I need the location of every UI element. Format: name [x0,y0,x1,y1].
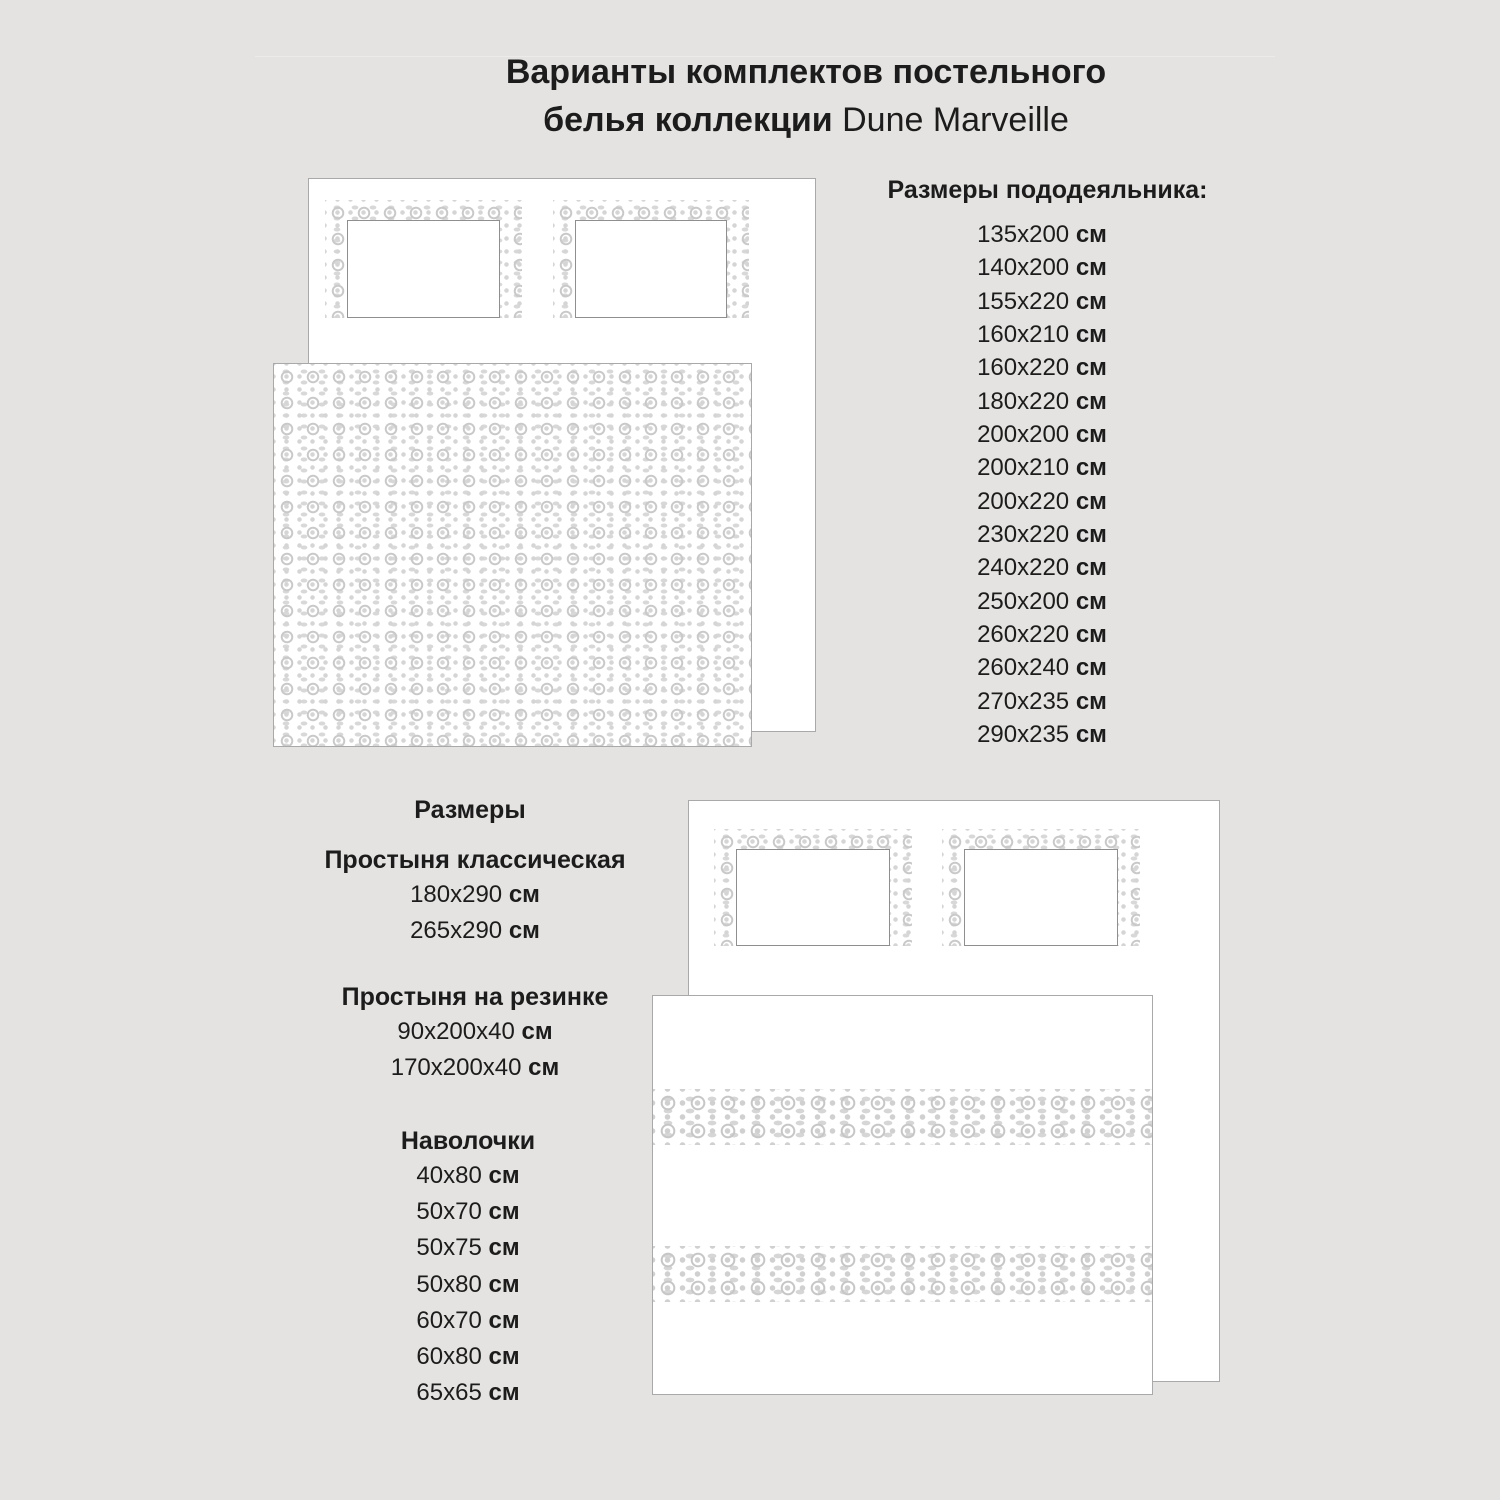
page-title [0,48,1500,144]
pillowcase-left [325,200,522,318]
size-value: 180x290 [410,881,503,908]
size-unit: см [528,1054,560,1081]
lace-band-upper [653,1089,1152,1145]
size-unit: см [1075,554,1107,582]
size-item [330,1194,606,1230]
size-unit: см [1075,687,1107,715]
size-value: 60x70 [416,1306,482,1334]
size-value: 50x75 [416,1234,482,1262]
size-unit: см [521,1018,553,1045]
size-item [900,218,1184,251]
size-item [900,551,1184,584]
size-item [900,351,1184,384]
size-item [900,418,1184,451]
title-line-2 [0,96,1500,144]
classic-sheet-heading: Простыня классическая [324,846,626,874]
size-unit: см [1075,721,1107,749]
size-value: 200x220 [977,487,1070,515]
fitted-sheet-heading: Простыня на резинке [341,983,609,1011]
title-line-2-bold: белья коллекции [543,101,833,139]
size-unit: см [488,1306,520,1334]
size-unit: см [1075,254,1107,282]
size-value: 90x200x40 [397,1018,515,1045]
size-item [900,285,1184,318]
size-item [330,1303,606,1339]
size-item [320,1050,630,1086]
size-item [330,1267,606,1303]
size-unit: см [1075,454,1107,482]
size-value: 240x220 [977,554,1070,582]
size-unit: см [1075,587,1107,615]
size-value: 50x80 [416,1270,482,1298]
size-unit: см [1075,221,1107,248]
size-unit: см [1075,354,1107,382]
size-value: 250x200 [977,587,1070,615]
size-item [900,251,1184,284]
fitted-sheet-sizes [320,1014,630,1086]
size-unit: см [488,1379,520,1407]
size-value: 155x220 [977,287,1070,315]
size-item [320,877,630,913]
pillowcase-left-center [347,220,500,318]
size-value: 200x200 [977,421,1070,449]
size-item [900,718,1184,751]
duvet-cover-banded [652,995,1153,1395]
size-item [320,1014,630,1050]
pillowcase-left-2 [714,829,912,946]
pillowcases-heading: Наволочки [400,1127,536,1155]
size-value: 260x240 [977,654,1070,682]
size-item [900,385,1184,418]
size-item [330,1230,606,1266]
size-unit: см [488,1162,520,1189]
size-unit: см [488,1343,520,1371]
size-value: 260x220 [977,621,1070,649]
size-unit: см [508,917,540,944]
pillowcase-right-2 [942,829,1140,946]
size-unit: см [488,1198,520,1226]
size-item [900,485,1184,518]
size-unit: см [1075,654,1107,682]
size-item [900,618,1184,651]
size-item [900,685,1184,718]
size-item [320,913,630,949]
size-value: 135x200 [977,221,1070,248]
size-unit: см [1075,487,1107,515]
classic-sheet-sizes [320,877,630,949]
size-value: 40x80 [416,1162,482,1189]
size-unit: см [1075,321,1107,349]
pillowcase-right-center [575,220,727,318]
size-item [900,451,1184,484]
duvet-cover-patterned [273,363,752,747]
size-unit: см [508,881,540,908]
duvet-sizes-heading: Размеры пододеяльника: [887,176,1208,204]
size-item [900,518,1184,551]
size-unit: см [1075,521,1107,549]
title-collection-name: Dune Marveille [842,101,1069,139]
size-unit: см [1075,287,1107,315]
size-value: 180x220 [977,387,1070,415]
size-value: 160x220 [977,354,1070,382]
size-value: 200x210 [977,454,1070,482]
size-item [330,1375,606,1411]
size-value: 230x220 [977,521,1070,549]
title-line-1: Варианты комплектов постельного [505,53,1107,91]
duvet-sizes-list [900,218,1184,752]
size-value: 170x200x40 [390,1054,522,1081]
size-value: 160x210 [977,321,1070,349]
size-item [900,585,1184,618]
size-value: 60x80 [416,1343,482,1371]
size-value: 140x200 [977,254,1070,282]
size-unit: см [1075,421,1107,449]
size-unit: см [1075,621,1107,649]
lace-band-lower [653,1246,1152,1302]
size-value: 290x235 [977,721,1070,749]
size-value: 50x70 [416,1198,482,1226]
sizes-heading: Размеры [414,796,526,824]
size-value: 270x235 [977,687,1070,715]
size-value: 65x65 [416,1379,482,1407]
size-value: 265x290 [410,917,503,944]
size-unit: см [1075,387,1107,415]
size-unit: см [488,1270,520,1298]
size-unit: см [488,1234,520,1262]
size-item [900,651,1184,684]
size-item [330,1158,606,1194]
pillowcase-right [553,200,749,318]
size-item [330,1339,606,1375]
pillowcase-left-2-center [736,849,890,946]
size-item [900,318,1184,351]
pillowcase-sizes [330,1158,606,1411]
pillowcase-right-2-center [964,849,1118,946]
